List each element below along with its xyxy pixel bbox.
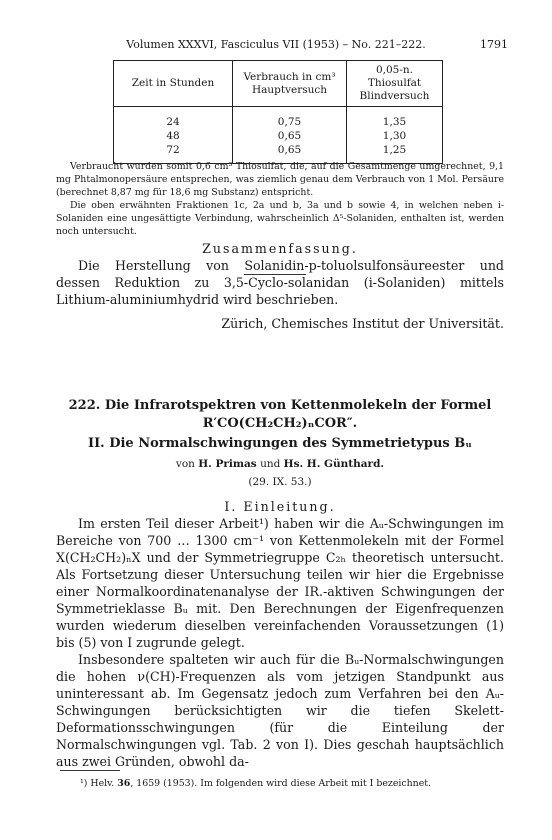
- running-title: Volumen XXXVI, Fasciculus VII (1953) – No. 221–222.: [126, 38, 426, 51]
- note-paragraph-1: Verbraucht wurden somit 0,6 cm³ Thiosulfat, die, auf die Gesamtmenge umgerechnet, 9,1 mg Phtalmonopersäure entsprechen, was ziemlich genau dem Verbrauch von 1 Mol. Persäure (berechnet 8,87 mg für 18,6 mg Substanz) entspricht.: [56, 161, 504, 198]
- table-cell: 0,65: [233, 143, 347, 164]
- section-divider: [244, 274, 306, 275]
- article-authors: von H. Primas und Hs. H. Günthard.: [175, 458, 385, 470]
- intro-paragraph-2: Insbesondere spalteten wir auch für die Bᵤ-Normalschwingungen die hohen ν(CH)-Frequenzen als vom jetzigen Standpunkt aus uninteressant ab. Im Gegensatz jedoch zum Verfahren bei den Aᵤ-Schwingungen berücksichtigten wir die tiefen Skelett-Deformationsschwingungen (für die Einteilung der Normalschwingungen vgl. Tab. 2 von I). Dies geschah hauptsächlich aus zwei Gründen, obwohl da-: [56, 652, 504, 769]
- footnote-rule: [60, 770, 120, 771]
- institution-line: Zürich, Chemisches Institut der Universität.: [221, 316, 504, 331]
- table-cell: 0,75: [233, 107, 347, 130]
- table-header-main: Verbrauch in cm³ Hauptversuch: [233, 61, 347, 107]
- summary-heading: Zusammenfassung.: [202, 241, 358, 256]
- introduction-section: [56, 498, 504, 770]
- page-number: 1791: [480, 38, 508, 51]
- table-header-row: [114, 61, 443, 107]
- table-header-time: Zeit in Stunden: [114, 61, 233, 107]
- table-cell: 1,30: [347, 129, 443, 143]
- article-subtitle: II. Die Normalschwingungen des Symmetrietypus Bᵤ: [87, 436, 473, 451]
- table-cell: 1,25: [347, 143, 443, 164]
- article-title-line-2: R′CO(CH₂CH₂)ₙCOR″.: [202, 416, 358, 431]
- summary-text: Die Herstellung von Solanidin-p-toluolsulfonsäureester und dessen Reduktion zu 3,5-Cyclo-solanidan (i-Solaniden) mittels Lithium-aluminiumhydrid wird beschrieben.: [56, 258, 504, 307]
- table-cell: 48: [114, 129, 233, 143]
- note-paragraph-2: Die oben erwähnten Fraktionen 1c, 2a und b, 3a und b sowie 4, in welchen neben i-Solaniden eine ungesättigte Verbindung, wahrscheinlich Δ⁵-Solaniden, enthalten ist, werden noch untersucht.: [56, 200, 504, 237]
- table-header-blind: 0,05-n. Thiosulfat Blindversuch: [347, 61, 443, 107]
- summary-section: [56, 240, 504, 332]
- article-title-line-1: 222. Die Infrarotspektren von Kettenmolekeln der Formel: [68, 398, 492, 413]
- table-cell: 24: [114, 107, 233, 130]
- author-name: H. Primas: [198, 458, 257, 470]
- intro-heading: I. Einleitung.: [224, 499, 336, 514]
- table-cell: 72: [114, 143, 233, 164]
- intro-paragraph-1: Im ersten Teil dieser Arbeit¹) haben wir die Aᵤ-Schwingungen im Bereiche von 700 … 1300 cm⁻¹ von Kettenmolekeln mit der Formel X(CH₂CH₂)ₙX und der Symmetriegruppe C₂ₕ theoretisch untersucht. Als Fortsetzung dieser Untersuchung teilen wir hier die Ergebnisse einer Normalkoordinatenanalyse der IR.-aktiven Schwingungen der Symmetrieklasse Bᵤ mit. Den Berechnungen der Eigenfrequenzen wurden wiederum dieselben vereinfachenden Voraussetzungen (1) bis (5) von I zugrunde gelegt.: [56, 516, 504, 650]
- table-cell: 1,35: [347, 107, 443, 130]
- thiosulfate-table: [113, 60, 443, 164]
- table-row: [114, 129, 443, 143]
- experimental-notes: [56, 160, 504, 238]
- footnote: ¹) Helv. 36, 1659 (1953). Im folgenden wird diese Arbeit mit I bezeichnet.: [80, 778, 431, 789]
- table-row: [114, 107, 443, 130]
- table-cell: 0,65: [233, 129, 347, 143]
- received-date: (29. IX. 53.): [248, 476, 312, 488]
- author-name: Hs. H. Günthard.: [283, 458, 385, 470]
